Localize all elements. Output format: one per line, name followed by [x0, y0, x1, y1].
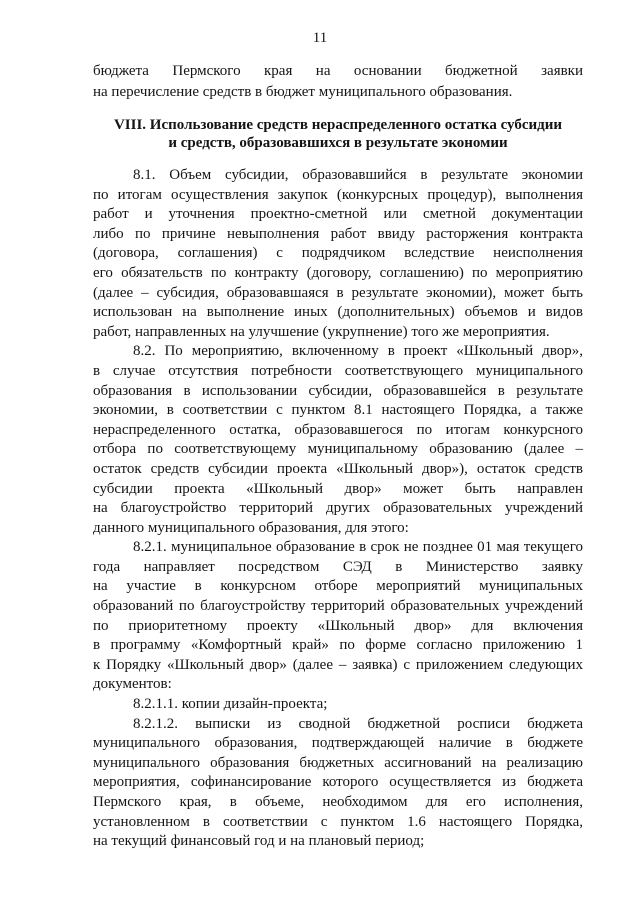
paragraph	[93, 538, 583, 695]
paragraph-line: его обязательств по контракту (договору, соглашению) по мероприятию	[93, 264, 583, 281]
paragraph-line: Пермского края, в объеме, необходимом для его исполнения,	[93, 794, 583, 810]
paragraph-line: бюджета Пермского края на основании бюджетной заявки	[93, 63, 583, 79]
paragraph-line: 8.2. По мероприятию, включенному в проект «Школьный двор»,	[133, 343, 583, 360]
paragraph-line: субсидии проекта «Школьный двор» может быть направлен	[93, 480, 583, 497]
page-number: 11	[312, 30, 328, 46]
paragraph-line: на благоустройство территорий других образовательных учреждений	[93, 500, 583, 517]
paragraph-line: установленном в соответствии с пунктом 1.6 настоящего Порядка,	[93, 813, 583, 830]
paragraph-line: на текущий финансовый год и на плановый период;	[93, 833, 425, 850]
paragraph-line: (договора, соглашения) с подрядчиком вследствие неисполнения	[93, 245, 583, 262]
paragraph-line: в случае отсутствия потребности соответствующего муниципального	[93, 362, 583, 379]
section-body	[93, 166, 583, 852]
paragraph-line: нераспределенного остатка, образовавшегося по итогам конкурсного	[93, 421, 583, 438]
paragraph	[93, 342, 583, 538]
paragraph-line: образований по благоустройству территорий образовательных учреждений	[93, 598, 583, 615]
paragraph-line: мероприятия, софинансирование которого осуществляется из бюджета	[93, 774, 583, 791]
paragraph-line: на перечисление средств в бюджет муниципального образования.	[93, 84, 513, 100]
paragraph-line: 8.2.1.1. копии дизайн-проекта;	[133, 696, 328, 713]
paragraph-line: на участие в конкурсном отборе мероприятий муниципальных	[93, 578, 583, 595]
section-heading-line: VIII. Использование средств нераспределенного остатка субсидии	[113, 117, 563, 133]
paragraph-line: муниципального образования, подтверждающей наличие в бюджете	[93, 735, 583, 752]
paragraph-line: работ, направленных на улучшение (укрупнение) того же мероприятия.	[93, 323, 550, 340]
paragraph-line: к Порядку «Школьный двор» (далее – заявка) с приложением следующих	[93, 656, 583, 673]
paragraph-line: использован на выполнение иных (дополнительных) объемов и видов	[93, 304, 583, 321]
paragraph-line: данного муниципального образования, для этого:	[93, 519, 409, 536]
section-heading-line: и средств, образовавшихся в результате экономии	[168, 135, 508, 151]
paragraph-line: в программу «Комфортный край» по форме согласно приложению 1	[93, 637, 583, 654]
paragraph-line: либо по причине невыполнения работ ввиду расторжения контракта	[93, 225, 583, 242]
paragraph-line: документов:	[93, 676, 172, 693]
paragraph	[93, 715, 583, 852]
paragraph	[93, 166, 583, 342]
paragraph-line: экономии, в соответствии с пунктом 8.1 настоящего Порядка, а также	[93, 402, 583, 419]
continuation-text	[93, 61, 583, 103]
paragraph-line: по итогам осуществления закупок (конкурсных процедур), выполнения	[93, 186, 583, 203]
paragraph-line: муниципального образования бюджетных ассигнований на реализацию	[93, 754, 583, 771]
paragraph-line: по приоритетному проекту «Школьный двор» для включения	[93, 617, 583, 634]
paragraph-line: 8.2.1. муниципальное образование в срок не позднее 01 мая текущего	[133, 539, 583, 556]
paragraph-line: 8.2.1.2. выписки из сводной бюджетной росписи бюджета	[133, 715, 583, 732]
paragraph-line: (далее – субсидия, образовавшаяся в результате экономии), может быть	[93, 284, 583, 301]
section-heading	[93, 116, 583, 152]
paragraph-line: 8.1. Объем субсидии, образовавшийся в результате экономии	[133, 167, 583, 183]
paragraph	[93, 695, 583, 715]
paragraph-line: года направляет посредством СЭД в Министерство заявку	[93, 558, 583, 575]
paragraph-line: отбора по соответствующему муниципальному образованию (далее –	[93, 441, 583, 458]
paragraph-line: остаток средств субсидии проекта «Школьный двор»), остаток средств	[93, 460, 583, 477]
paragraph-line: работ и уточнения проектно-сметной или сметной документации	[93, 206, 583, 223]
paragraph-line: образования в использовании субсидии, образовавшейся в результате	[93, 382, 583, 399]
